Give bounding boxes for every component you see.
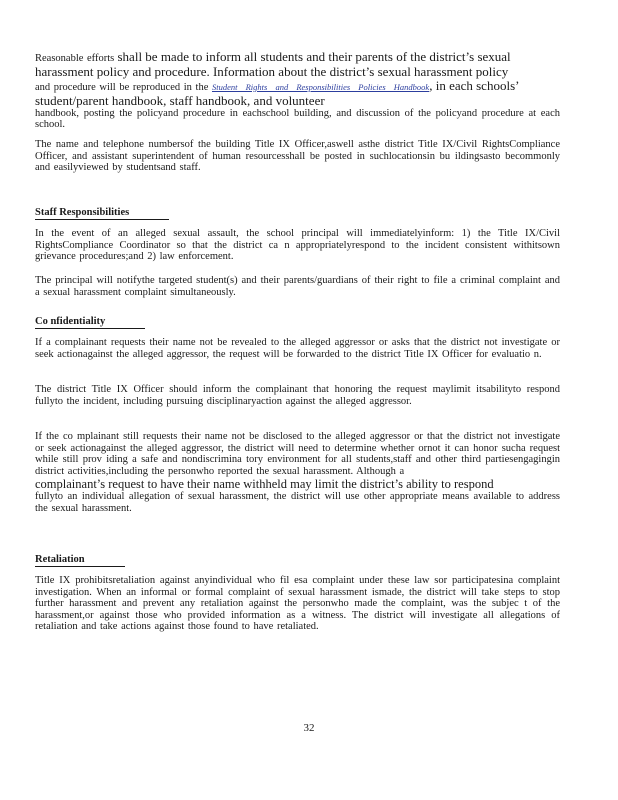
withheld-end: fullyto an individual allegation of sexual harassment, the district will use other appropriate means available to address the sexual harassment. bbox=[35, 491, 560, 514]
heading-staff-responsibilities: Staff Responsibilities bbox=[35, 207, 169, 220]
handbook-link[interactable]: Student Rights and Responsibilities Policies Handbook bbox=[211, 81, 430, 92]
paragraph-contacts: The name and telephone numbersof the building Title IX Officer,aswell asthe district Title IX/Civil RightsCompliance Officer, and assistant superintendent of human resourcesshall be posted in suchlocationsin bu ildingsasto becommonly and easilyviewed by studentsand staff. bbox=[35, 139, 560, 173]
page-number: 32 bbox=[303, 722, 315, 734]
paragraph-inform bbox=[35, 50, 560, 131]
heading-retaliation: Retaliation bbox=[35, 554, 125, 567]
inform-posting: handbook, posting the policyand procedure in eachschool building, and discussion of the policyand procedure at each school. bbox=[35, 107, 560, 130]
paragraph-complainant-request: If a complainant requests their name not be revealed to the alleged aggressor or asks that the district not investigate or seek actionagainst the alleged aggressor, the request will be forwarded to the district Title IX Officer for evaluatio n. bbox=[35, 337, 560, 360]
paragraph-retaliation: Title IX prohibitsretaliation against anyindividual who fil esa complaint under these law sor participatesina complaint investigation. When an informal or formal complaint of sexual harassment ismade, the district will take steps to stop further harassment and prevent any retaliation against the personwho made the complaint, was the subjec t of the harassment,or against those who provided information as a witness. The district will investigate all allegations of retaliation and take actions against those found to have retaliated. bbox=[35, 575, 560, 632]
paragraph-assault: In the event of an alleged sexual assault, the school principal will immediatelyinform: 1) the Title IX/Civil RightsCompliance Coordinator so that the district ca n appropriatelyrespond to the incident consistent withitsown grievance procedures;and 2) law enforcement. bbox=[35, 228, 560, 262]
paragraph-notify: The principal will notifythe targeted student(s) and their parents/guardians of their right to file a criminal complaint and a sexual harassment complaint simultaneously. bbox=[35, 275, 560, 298]
inform-reproduced: and procedure will be reproduced in the bbox=[35, 81, 212, 93]
inform-lead: Reasonable efforts bbox=[35, 53, 115, 64]
withheld-emphasis: complainant’s request to have their name withheld may limit the district’s ability to respond bbox=[35, 477, 494, 491]
heading-confidentiality: Co nfidentiality bbox=[35, 316, 145, 329]
inform-body: shall be made to inform all students and their parents of the district’s sexual harassment policy and procedure. Information about the district’s sexual harassment policy bbox=[35, 49, 511, 79]
withheld-body: If the co mplainant still requests their name not be disclosed to the alleged aggressor or that the district not investigate or seek actionagainst the alleged aggressor, the district will need to determine whether ornot it can honor sucha request while still prov iding a safe and nondiscrimina tory environment for all students,staff and other third partiesengagingin district activities,including the personwho reported the sexual harassment. Although a bbox=[35, 431, 560, 477]
inform-handbooks: , in each schools’ student/parent handbook, staff handbook, and volunteer bbox=[35, 77, 519, 108]
paragraph-withheld bbox=[35, 431, 560, 514]
paragraph-officer-inform: The district Title IX Officer should inform the complainant that honoring the request maylimit itsabilityto respond fullyto the incident, including pursuing disciplinaryaction against the alleged aggressor. bbox=[35, 384, 560, 407]
